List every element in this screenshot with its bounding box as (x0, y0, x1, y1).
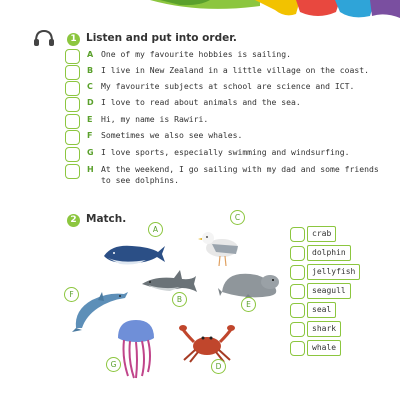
list-item (65, 147, 395, 163)
answer-box[interactable] (65, 147, 80, 162)
list-item (290, 283, 400, 299)
picture-label-d: D (211, 359, 226, 374)
list-item (65, 49, 395, 65)
answer-box[interactable] (65, 114, 80, 129)
word-label: seal (307, 302, 336, 318)
answer-box[interactable] (65, 65, 80, 80)
list-item (290, 321, 400, 337)
list-item (65, 164, 395, 188)
list-item (290, 245, 400, 261)
section-2-number: 2 (67, 214, 80, 227)
item-letter: C (87, 82, 93, 91)
item-text: At the weekend, I go sailing with my dad and some friends to see dolphins. (101, 164, 379, 185)
list-item (290, 226, 400, 242)
section-1-title: Listen and put into order. (86, 32, 237, 44)
answer-box[interactable] (290, 303, 305, 318)
item-letter: A (87, 50, 94, 59)
answer-box[interactable] (65, 164, 80, 179)
answer-box[interactable] (290, 246, 305, 261)
list-item (65, 97, 395, 113)
picture-label-g: G (106, 357, 121, 372)
answer-box[interactable] (290, 284, 305, 299)
list-item (290, 340, 400, 356)
jellyfish-image (112, 318, 160, 380)
shark-image (140, 266, 198, 298)
item-text: I live in New Zealand in a little village on the coast. (101, 65, 370, 75)
item-text: I love to read about animals and the sea. (101, 97, 301, 107)
list-item (65, 114, 395, 130)
word-label: jellyfish (307, 264, 360, 280)
item-text: My favourite subjects at school are science and ICT. (101, 81, 355, 91)
answer-box[interactable] (65, 49, 80, 64)
answer-box[interactable] (65, 130, 80, 145)
word-label: shark (307, 321, 341, 337)
item-text: I love sports, especially swimming and windsurfing. (101, 147, 350, 157)
word-label: whale (307, 340, 341, 356)
crab-image (178, 324, 236, 364)
answer-box[interactable] (290, 265, 305, 280)
section-1-number: 1 (67, 33, 80, 46)
seagull-image (198, 220, 242, 268)
whale-image (102, 238, 166, 266)
picture-label-b: B (172, 292, 187, 307)
item-text: Sometimes we also see whales. (101, 130, 243, 140)
picture-label-c: C (230, 210, 245, 225)
picture-label-e: E (241, 297, 256, 312)
list-item (65, 81, 395, 97)
word-label: dolphin (307, 245, 351, 261)
item-letter: G (87, 148, 94, 157)
word-label: seagull (307, 283, 351, 299)
item-text: One of my favourite hobbies is sailing. (101, 49, 292, 59)
answer-box[interactable] (290, 341, 305, 356)
item-letter: F (87, 131, 93, 140)
list-item (290, 264, 400, 280)
list-item (65, 65, 395, 81)
puzzle-banner (0, 0, 400, 22)
section-2-title: Match. (86, 213, 127, 225)
item-letter: E (87, 115, 93, 124)
word-label: crab (307, 226, 336, 242)
item-letter: H (87, 165, 94, 174)
list-item (65, 130, 395, 146)
item-text: Hi, my name is Rawiri. (101, 114, 209, 124)
item-letter: D (87, 98, 94, 107)
picture-label-f: F (64, 287, 79, 302)
answer-box[interactable] (65, 97, 80, 112)
answer-box[interactable] (290, 227, 305, 242)
picture-label-a: A (148, 222, 163, 237)
answer-box[interactable] (65, 81, 80, 96)
list-item (290, 302, 400, 318)
item-letter: B (87, 66, 94, 75)
headphones-icon (33, 29, 55, 47)
answer-box[interactable] (290, 322, 305, 337)
